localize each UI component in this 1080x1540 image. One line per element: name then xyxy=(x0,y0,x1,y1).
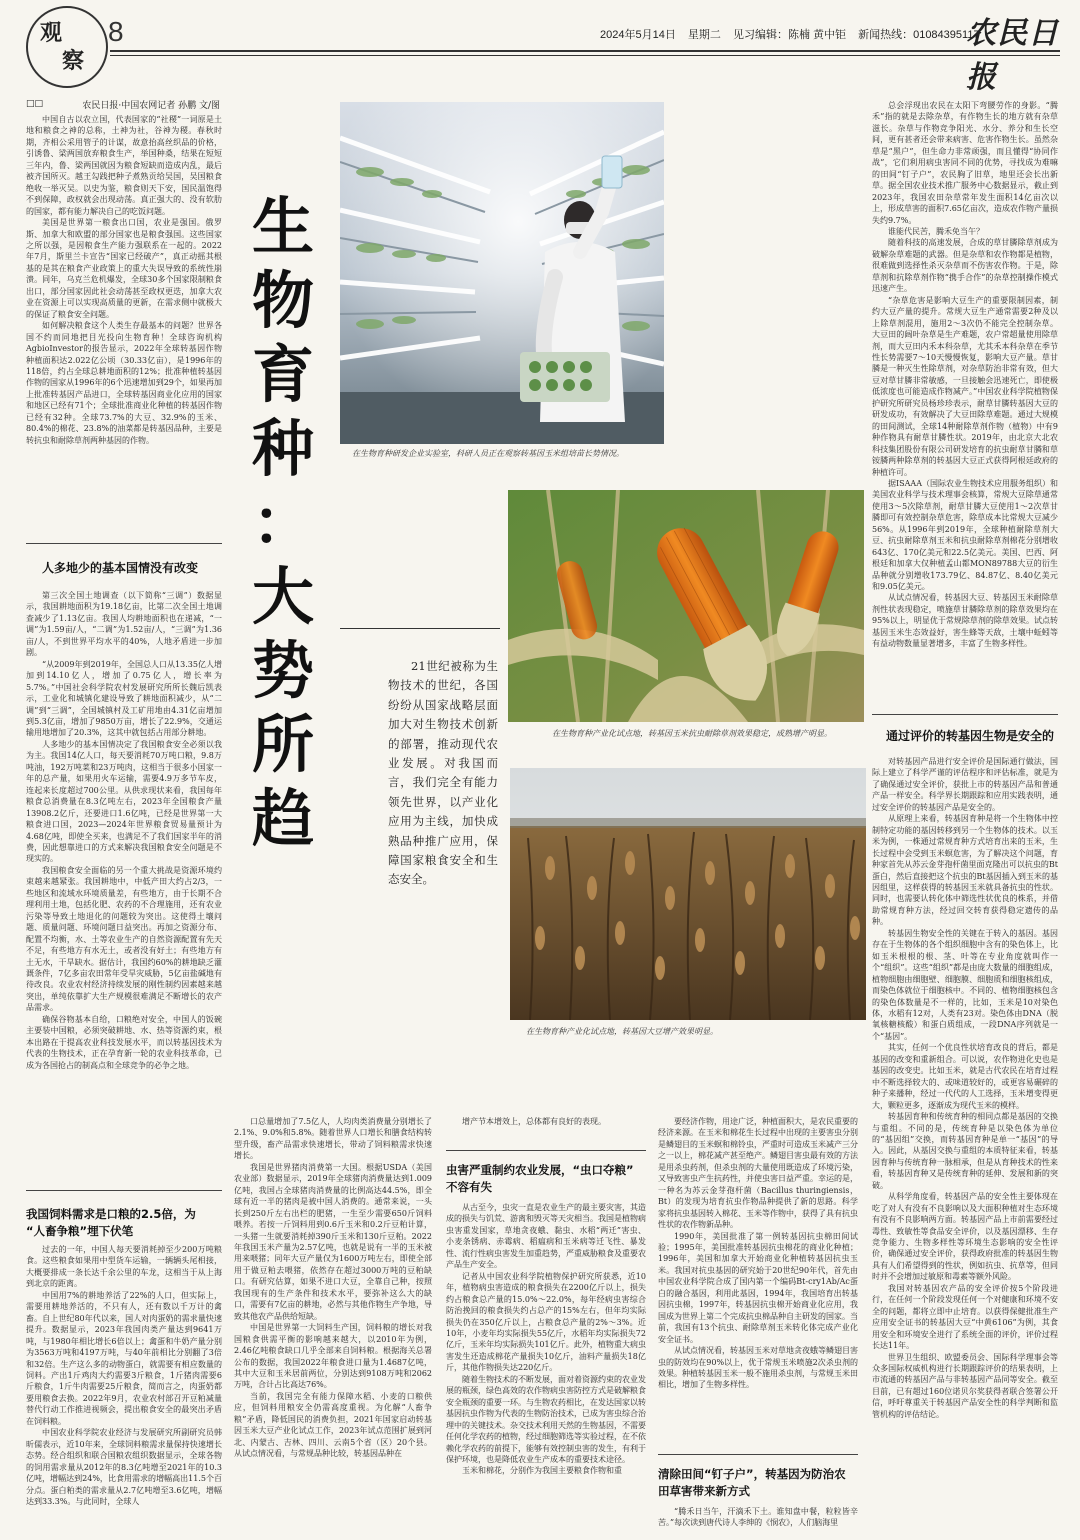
paragraph: 我国粮食安全面临的另一个重大挑战是资源环境约束越来越紧张。我国耕地中，中低产田大约占2/3，一些地区和流域水环境质量差，有些地方，由于长期不合理利用土地，包括化肥、农药的不合理施用，还有农业污染等导致土地退化的问题较为突出。这使得土壤问题、质量问题、环境问题日益突出。再加之资源分布、配置不均衡，水、土等农业生产的自然资源配置有先天不足，有些地方有水无土，或者没有好土；有些地方有土无水，干旱缺水。据估计，我国约60%的耕地缺乏灌溉条件，7亿多亩农田常年受旱灾威胁，5亿亩盐碱地有待改良。农业农村经济持续发展的刚性制约因素越来越突出，单纯依靠扩大生产规模很难满足不断增长的农产品需求。 xyxy=(26,865,222,1013)
date: 2024年5月14日 xyxy=(600,29,676,41)
paragraph: 增产节本增效上，总体都有良好的表现。 xyxy=(462,1117,606,1126)
paragraph: 从原理上来看，转基因育种是将一个生物体中控制特定功能的基因转移到另一个生物体的技术。以玉米为例，一株通过常规育种方式培育出来的玉米，生长过程中会受到玉米螟危害，为了解决这个问题，育种家首先从苏云金芽孢杆菌里面克隆出可以抗虫的Bt蛋白，然后直接把这个抗虫的Bt基因插入到玉米的基因组里，这样获得的转基因玉米就具备抗虫的性状。同时，也需要认转化体中筛选性状优良的株系，并借助常规育种方法，经过回交转育获得稳定遗传的品种。 xyxy=(872,814,1058,927)
column-1-bottom xyxy=(26,1244,222,1534)
subhead-pests-line2: 不容有失 xyxy=(446,1180,492,1194)
paragraph: 1990年，美国批准了第一例转基因抗虫棉田间试验；1995年，美国批准转基因抗虫棉花的商业化种植；1996年，美国和加拿大开始商业化种植转基因抗虫玉米。我国对抗虫基因的研究始于20世纪90年代，首先由中国农业科学院合成了国内第一个编码Bt-cry1Ab/Ac蛋白的融合基因，利用此基因，1994年，我国培育出转基因抗虫棉，1997年，转基因抗虫棉开始商业化应用，我国成为世界上第二个完成抗虫棉品种自主研发的国家。当前，我国有13个抗虫、耐除草剂玉米转化体完成产业化安全证书。 xyxy=(658,1231,858,1344)
page-number: 8 xyxy=(108,16,124,47)
summary-lead: 21世纪被称为生物技术的世纪，各国纷纷从国家战略层面加大对生物技术创新的部署，推动现代农业发展。对我国而言，我们完全有能力领先世界，以产业化应用为主线，加快成熟品种推广应用，保障国家粮食安全和生态安全。 xyxy=(388,659,498,887)
paragraph: 随着生物技术的不断发展，面对着资源约束的农业发展的瓶颈，绿色高效的农作物病虫害防控方式是破解粮食安全瓶颈的重要一环。与生物农药相比，在发达国家以转基因抗虫作物为代表的生物防治技术，已成为害虫综合治理中的关键技术。杂交技术利用天然的生物基因，不需要任何化学农药的植物，经过细胞筛选等实验过程，在不依赖化学农药的前提下，能够有效控制虫害的发生，有利于保护环境，也是降低农业生产成本的重要技术途径。 xyxy=(446,1374,646,1464)
paragraph: 转基因生物安全性的关键在于转入的基因。基因存在于生物体的各个组织细胞中含有的染色体上，比如玉米根根的根、茎、叶等在专业角度就叫作一个“组织”。这些“组织”都是由庞大数量的细胞组成，植物细胞由细胞壁、细胞膜、细胞质和细胞核组成，而染色体就位于细胞核中。不同的、植物细胞核包含的染色体数量是不一样的，比如，玉米是10对染色体，水稻有12对，人类有23对。染色体由DNA（脱氧核糖核酸）和蛋白质组成，一段DNA序列就是一个“基因”。 xyxy=(872,928,1058,1041)
paragraph: 我国对转基因农产品的安全评价按5个阶段进行，在任何一个阶段发现任何一个对健康和环境不安全的问题，都将立即中止培育。以获得保健批准生产应用安全证书的转基因大豆“中黄6106”为例，其食用安全和环境安全进行了系统全面的评价，评价过程长达11年。 xyxy=(872,1283,1058,1351)
paragraph: 总会浮现出农民在太阳下弯腰劳作的身影。“腾禾”指的就是去除杂草，有作物生长的地方就有杂草滋长。杂草与作物竞争阳光、水分、养分和生长空间，更有甚者还会带来病害、危害作物生长。虽然杂草是“黑户”，但生命力非常顽强，而且懂得“协同作战”，它们利用病虫害同不同的优势，寻找成为难嘛的田间“钉子户”，农民胸了旧草，地里还会长出新草。据全国农业技术推广服务中心数据显示，截止到2023年，我国农田杂草常年发生面积14亿亩次以上，形成草害的面积7.65亿亩次，造成农作物产量损失约9.7%。 xyxy=(872,101,1058,225)
paragraph: 玉米和棉花，分别作为我国主要粮食作物和重 xyxy=(462,1466,622,1476)
headline-char: 物 xyxy=(251,264,314,337)
paragraph: 记者从中国农业科学院植物保护研究所获悉，近10年，植物病虫害造成的粮食损失在2200亿斤以上，损失约占粮食总产量的15.0%～22.0%，每年经病虫害综合防治挽回的粮食损失约占总产的15%左右，但年均实际损失仍在350亿斤以上，占粮食总产量的2%～3%。近10年，小麦年均实际损失55亿斤，水稻年均实际损失72亿斤，玉米年均实际损失101亿斤。此外，植物重大病虫害发生还造成棉花产量损失10亿斤，油料产量损失18亿斤，其他作物损失达220亿斤。 xyxy=(446,1271,646,1373)
paragraph: 据ISAAA（国际农业生物技术应用服务组织）和美国农业科学与技术理事会核算，常规大豆除草通常使用3～5次除草剂，耐草甘膦大豆使用1～2次草甘膦即可有效控制杂草危害，除草成本比常规大豆减少56%。从1996年到2019年，全球种植耐除草剂大豆、抗虫耐除草剂玉米和抗虫耐除草剂棉花分别增收643亿、170亿美元和22.5亿美元。美国、巴西、阿根廷和加拿大仅种植孟山都MON89788大豆的衍生品种就分别增收173.79亿、84.87亿、8.40亿美元和9.05亿美元。 xyxy=(872,478,1058,592)
subhead-rule xyxy=(658,1454,858,1455)
newspaper-brand: 农民日报 xyxy=(966,16,1059,95)
paragraph: 从科学角度看，转基因产品的安全性主要体现在吃了对人有没有不良影响以及大面积种植对生态环境有没有不良影响两方面。转基因产品上市前需要经过毒性、致敏性等食品安全评价，以及基因漂移、生存竞争能力、生物多样性等环境生态影响的安全性评价，确保通过安全评价，获得政府批准的转基因生物具有人们希望得到的性状，例如抗虫、抗草等，但同时并不会增加过敏原和毒素等额外风险。 xyxy=(872,1192,1058,1282)
paragraph: 中国是世界第一大饲料生产国，饲料粮的增长对我国粮食供需平衡的影响越来越大，以2010年为例，2.46亿吨粮食缺口几乎全部来自饲料粮。根据海关总署公布的数据，我国2022年粮食进口量为1.4687亿吨，其中大豆和玉米居前两位，分别达到9108万吨和2062万吨，合计占比高达76%。 xyxy=(234,1323,432,1390)
subhead-rule xyxy=(26,1190,222,1191)
column-1-mid xyxy=(26,590,222,1186)
subhead-pests xyxy=(446,1162,646,1196)
subhead-feed-line1: 我国饲料需求是口粮的2.5倍，为 xyxy=(26,1207,196,1221)
subhead-feed xyxy=(26,1206,222,1240)
paragraph: 中国用7%的耕地养活了22%的人口，但实际上，需要用耕地养活的，不只有人，还有数以千万计的禽畜。自上世纪80年代以来，国人对肉蛋奶的需求量快速提升。数据显示，2023年我国肉类产量达到9641万吨，与1980年相比增长6倍以上；禽蛋和牛奶产量分别为3563万吨和4197万吨，与40年前相比分别翻了3倍和32倍。生产这么多的动物蛋白，就需要有相应数量的饲料。产出1斤鸡肉大约需要3斤粮食，1斤猪肉需要6斤粮食，1斤牛肉需要25斤粮食，简而言之，肉蛋奶都要用粮食去换。2022年9月，农业农村部召开豆粕减量替代行动工作推进视频会，提出粮食安全的最突出矛盾在饲料粮。 xyxy=(26,1290,222,1426)
header-rule xyxy=(110,50,1060,52)
soybean-photo xyxy=(510,768,866,1020)
paragraph: 要经济作物，用途广泛，种植面积大，是农民重要的经济来源。在玉米和棉花生长过程中出现的主要害虫分别是鳞翅目的玉米螟和棉铃虫，严重时可造成玉米减产三分之一以上，棉花减产甚至绝产。鳞翅目害虫最有效的方法是用杀虫药剂，但杀虫剂的大量使用既造成了环境污染，又导致害虫产生抗药性，并使虫害日益严重。幸运的是，一种名为苏云金芽孢杆菌（Bacillus thuringiensis，Bt）的发现为培育抗虫作物品种提供了新的思路。科学家将抗虫基因转入棉花、玉米等作物中，获得了具有抗虫性状的农作物新品种。 xyxy=(658,1117,858,1230)
paragraph: 从试点情况看，转基因大豆、转基因玉米耐除草剂性状表现稳定，喷施草甘膦除草剂的除草效果均在95%以上，明显优于常规除草剂的除草效果。试点转基因玉米生态效益好，害生蜂等天敌，土壤中蚯蚓等有益动物数量显著增多，丰富了生物多样性。 xyxy=(872,593,1058,649)
weekday: 星期二 xyxy=(687,29,721,41)
paragraph: 如何解决粮食这个人类生存最基本的问题？世界各国不约而同地把目光投向生物育种！全球咨询机构AgbioInvestor的报告显示，2022年全球转基因作物种植面积达2.022亿公顷（30.33亿亩），是1996年的118倍，约占全球总耕地面积的12%；批准种植转基因作物的国家从1996年的6个迅速增加到29个，如果再加上批准转基因产品进口，全球转基因商业化应用的国家和地区已经有71个；全球批准商业化种植的转基因作物已经有32种。全球73.7%的大豆、32.9%的玉米、80.4%的棉花、23.8%的油菜都是转基因品种，主要是转抗虫和耐除草剂两种基因的作物。 xyxy=(26,321,222,445)
subhead-weeds-line1: 清除田间“钉子户”，转基因为防治农 xyxy=(658,1467,846,1481)
column-4-body xyxy=(658,1116,858,1440)
subhead-land: 人多地少的基本国情没有改变 xyxy=(42,561,199,575)
paragraph: “从2009年到2019年，全国总人口从13.35亿人增加到14.10亿人，增加了0.75亿人，增长率为5.7%。”中国社会科学院农村发展研究所所长魏后凯表示，工业化和城镇化建设导致了耕地面积减少，从“二调”到“三调”，全国城镇村及工矿用地由4.31亿亩增加到5.3亿亩，增加了9850万亩，增长了22.9%，交通运输用地增加了20.3%，这其中就包括占用部分耕地。 xyxy=(26,659,222,738)
hotline: 新闻热线：01084395117 xyxy=(858,29,980,41)
subhead-pests-line1: 虫害严重制约农业发展，“虫口夺粮” xyxy=(446,1163,634,1177)
paragraph: 我国是世界猪肉消费第一大国。根据USDA（美国农业部）数据显示，2019年全球猪肉消费量达到1.009亿吨，我国占全球猪肉消费量的比例高达44.5%，即全球有近一半的猪肉是被中国人消费的。通常来说，一头长到250斤左右出栏的肥猪，一生至少需要650斤饲料喂养。若按一斤饲料用到0.6斤玉米和0.2斤豆粕计算，一头猪一生就要消耗掉390斤玉米和130斤豆粕。2022年我国玉米产量为2.57亿吨，也就是说有一半的玉米被用来喂猪；同年大豆产量仅为1600万吨左右，即使全部用于做豆粕去喂猪，依然存在超过3000万吨的豆粕缺口。有研究估算，如果不进口大豆，全靠自己种，按照我国现有的生产条件和技术水平，要弥补这么大的缺口，需要有7亿亩的耕地，必然与其他作物生产争地，导致其他农产品供给短缺。 xyxy=(234,1162,432,1321)
headline xyxy=(238,190,328,856)
lab-photo xyxy=(340,102,664,444)
headline-char: 种 xyxy=(251,412,314,485)
headline-char: ： xyxy=(251,486,314,559)
paragraph: 口总量增加了7.5亿人，人均肉类消费量分别增长了2.1%、9.0%和5.8%。随着世界人口增长和膳食结构转型升级，畜产品需求快速增长，带动了饲料粮需求快速增长。 xyxy=(234,1117,432,1161)
paragraph: 中国自古以农立国，代表国家的“社稷”一词原是土地和粮食之神的总称，土神为社，谷神为稷。春秋时期，齐相公采用管子的计谋，故意抬高丝织品的价格，引诱鲁、梁两国放弃粮食生产，举国种桑，结果在短短三年内，鲁、梁两国就因为粮食短缺而造成内乱，最后被齐国所灭。越王勾践把种子煮熟贡给吴国，吴国粮食绝收一举灭吴。以史为鉴，粮食则天下安，国民温饱得不到保障，政权就会出现动荡。真正强大的、没有软肋的国家，都有能力解决自己的吃饭问题。 xyxy=(26,115,222,216)
column-2 xyxy=(234,1116,432,1530)
headline-char: 势 xyxy=(251,634,314,707)
column-4-tail xyxy=(658,1506,858,1532)
subhead-safety: 通过评价的转基因生物是安全的 xyxy=(886,729,1055,743)
corn-photo-caption: 在生物育种产业化试点地，转基因玉米抗虫耐除草剂效果稳定，成熟增产明显。 xyxy=(552,729,832,738)
headline-char: 生 xyxy=(251,190,314,263)
headline-char: 所 xyxy=(251,708,314,781)
lab-photo-caption: 在生物育种研发企业实验室，科研人员正在观察转基因玉米组培苗长势情况。 xyxy=(352,449,624,458)
paragraph: “腾禾日当午，汗滴禾下土。谁知盘中餐，粒粒皆辛苦。”每次读到唐代诗人李绅的《悯农》，人们脑海里 xyxy=(658,1507,858,1528)
paragraph: 从古至今，虫灾一直是农业生产的最主要灾害，其造成的损失与饥荒、游离和毁灭等天灾相当。我国是植物病虫害重发国家，草地贪夜蛾、黏虫、水稻“两迁”害虫、小麦条锈病、赤霉病、稻瘟病和玉米病等迁飞性、暴发性、流行性病虫害发生加重趋势，严重威胁粮食及重要农产品生产安全。 xyxy=(446,1203,646,1270)
byline-marker: □□ xyxy=(26,99,44,109)
column-5-body xyxy=(872,756,1058,1534)
masthead xyxy=(0,0,1080,95)
editors: 见习编辑：陈楠 黄中钜 xyxy=(732,29,847,41)
section-char-2: 察 xyxy=(62,48,85,74)
paragraph: 人多地少的基本国情决定了我国粮食安全必须以我为主。我国14亿人口，每天要消耗70万吨口粮，9.8万吨油，192万吨菜和23万吨肉，这相当于很多小国家一年的总产量，如果用火车运输，需要4.9万多节车皮，连起来长度超过700公里。从供求现状来看，我国每年粮食总消费量在8.3亿吨左右，2023年全国粮食产量13908.2亿斤，还要进口1.6亿吨，已经是世界第一大粮食进口国，2023—2024年世界粮食贸易量预计为4.68亿吨，即使全买来，也满足不了我们国家半年的消费，因此想靠进口的方式来解决我国粮食安全问题是不现实的。 xyxy=(26,739,222,864)
subhead-weeds xyxy=(658,1466,858,1500)
header-rule-thin xyxy=(110,55,1060,56)
header-info xyxy=(600,26,989,42)
paragraph: 中国农业科学院农业经济与发展研究所副研究员韩昕儒表示，近10年来，全球饲料粮需求量保持快速增长态势。经合组织和联合国粮农组织数据显示，全球各物的饲用需求量从2012年的8.3亿吨增至2021年的10.3亿吨，增幅达到24%，比食用需求的增幅高出11.5个百分点。蛋白粕类的需求量从2.7亿吨增至3.6亿吨，增幅达到33.3%。与此同时，全球人 xyxy=(26,1428,222,1506)
paragraph: “杂草危害是影响大豆生产的重要限制因素，制约大豆产量的提升。常规大豆生产通常需要2种及以上除草剂混用，施用2～3次仍不能完全控制杂草。大豆田的阔叶杂草是生产难题，农户常超量使用除草剂，而大豆田内禾本科杂草，尤其禾本科杂草在季节性长势需要7～10天慢慢恢复，影响大豆产量。草甘膦是一种灭生性除草剂，对杂草防治非常有效，但大豆对草甘膦非常敏感，一旦接触会迅速死亡，即使极低浓度也可能造成作物减产。”中国农业科学院植物保护研究所研究员杨珍珍表示，耐草甘膦转基因大豆的研发成功，有效解决了大豆田除草难题。通过大规模的田间测试，全球14种耐除草剂作物（植物）中有9种作物具有耐草甘膦性状。2019年，由北京大北农科技集团股份有限公司研发培育的抗虫耐草甘膦和草铵膦两种除草剂的转基因大豆正式获得阿根廷政府的种植许可。 xyxy=(872,295,1058,477)
paragraph: 随着科技的高速发展，合成的草甘膦除草剂成为破解杂草难题的武器。但是杂草和农作物都是植物，很难做到选择性杀灭杂草而不伤害农作物。于是，除草剂和抗除草剂作物“携手合作”的杂草控制操作模式迅速产生。 xyxy=(872,238,1058,294)
headline-char: 育 xyxy=(251,338,314,411)
soybean-photo-caption: 在生物育种产业化试点地，转基因大豆增产效果明显。 xyxy=(526,1027,718,1036)
paragraph: 其实，任何一个优良性状培育改良的背后，都是基因的改变和重新组合。可以说，农作物进化史也是基因的改变史。比如玉米，就是古代农民在培育过程中不断选择较大的、或味道较好的，或更容易碾碎的种子来播种，经过一代代的人工选择，玉米增变得更大，颗粒更多，逐渐成为现代玉米的模样。 xyxy=(872,1043,1058,1110)
paragraph: 世界卫生组织、欧盟委员会、国际科学理事会等众多国际权威机构进行长期跟踪评价的结果表明，上市流通的转基因产品与非转基因产品同等安全。截至目前，已有超过160位诺贝尔奖获得者联合签署公开信，呼吁尊重关于转基因产品安全性的科学判断和监管机构的评估结论。 xyxy=(872,1352,1058,1419)
subhead-rule xyxy=(26,543,222,544)
paragraph: 从试点情况看，转基因玉米对草地贪夜蛾等鳞翅目害虫的防效均在90%以上，优于常规玉米喷施2次杀虫剂的效果。种植转基因玉米一般不施用杀虫剂，与常规玉米田相比，增加了生物多样性。 xyxy=(658,1346,858,1390)
column-3-top xyxy=(446,1116,646,1130)
subhead-rule xyxy=(446,1150,646,1151)
paragraph: 对转基因产品进行安全评价是国际通行做法，国际上建立了科学严谨的评估程序和评估标准，就是为了确保通过安全评价，获批上市的转基因产品和普通产品一样安全。科学界长期跟踪和应用实践表明，通过安全评价的转基因产品是安全的。 xyxy=(872,757,1058,812)
column-1-top xyxy=(26,114,222,526)
section-char-1: 观 xyxy=(40,20,63,46)
column-3-body xyxy=(446,1202,646,1530)
subhead-feed-line2: “人畜争粮”埋下伏笔 xyxy=(26,1224,134,1238)
paragraph: 第三次全国土地调查（以下简称“三调”）数据显示，我国耕地面积为19.18亿亩，比第二次全国土地调查减少了1.13亿亩。我国人均耕地面积也在递减，“一调”为1.59亩/人，“二调”为1.52亩/人，“三调”为1.36亩/人，不到世界平均水平的40%，人地矛盾进一步加剧。 xyxy=(26,591,222,658)
paragraph: 美国是世界第一粮食出口国，农业是强国。俄罗斯、加拿大和欧盟的部分国家也是粮食强国。这些国家之所以强，是因粮食生产能力强联系在一起的。2022年7月，斯里兰卡宣告“国家已经破产”，真正动摇其根基的是其在粮食产业政策上的重大失误导致的系统性崩溃。同年，乌克兰危机爆发，全球30多个国家限制粮食出口，部分国家因此社会动荡甚至政权更迭，加拿大农业在资源上可以实现高质量的更新，在需求侧中就极大的保证了粮食安全问题。 xyxy=(26,218,222,319)
summary-rule xyxy=(340,628,500,629)
headline-char: 趋 xyxy=(251,782,314,855)
paragraph: 当前，我国完全有能力保障水稻、小麦的口粮供应，但饲料用粮安全仍需高度重视。为化解“人畜争粮”矛盾，降低国民的消费负担，2021年国家启动转基因玉米大豆产业化试点工作，2023年试点范围扩展到河北、内蒙古、吉林、四川、云南5个省（区）20个县。从试点情况看，与常规品种比较，转基因品种在 xyxy=(234,1391,432,1459)
paragraph: 确保谷物基本自给，口粮绝对安全，中国人的饭碗主要装中国粮，必须突破耕地、水、热等资源约束，根本出路在于提高农业科技发展水平，而以转基因技术为代表的生物技术，正在孕育新一轮的农业科技革命，已成为各国抢占的制高点和全球竞争的必争之地。 xyxy=(26,1014,222,1070)
headline-char: 大 xyxy=(251,560,314,633)
subhead-rule xyxy=(872,714,1058,715)
paragraph: 过去的一年，中国人每天要消耗掉至少200万吨粮食。这些粮食如果用中型货车运输，一辆辆头尾相接，大概要排成一条长达千余公里的车龙，这相当于从上海到北京的距离。 xyxy=(26,1245,222,1289)
corn-photo xyxy=(508,490,864,722)
paragraph: 谁能代民苦，腾禾免当午？ xyxy=(888,226,984,236)
paragraph: 转基因育种和传统育种的相同点都是基因的交换与重组。不同的是，传统育种是以染色体为单位的“基因组”交换，而转基因育种是单一“基因”的导入。因此，从基因交换与重组的本质特征来看，转基因育种与传统育种一脉相承，但是从育种技术的性来看，转基因育种又是传统育种的延伸、发展和新的突破。 xyxy=(872,1112,1058,1190)
subhead-weeds-line2: 田草害带来新方式 xyxy=(658,1484,750,1498)
column-5-top xyxy=(872,100,1058,680)
byline: 农民日报·中国农网记者 孙鹏 文/图 xyxy=(82,101,220,111)
